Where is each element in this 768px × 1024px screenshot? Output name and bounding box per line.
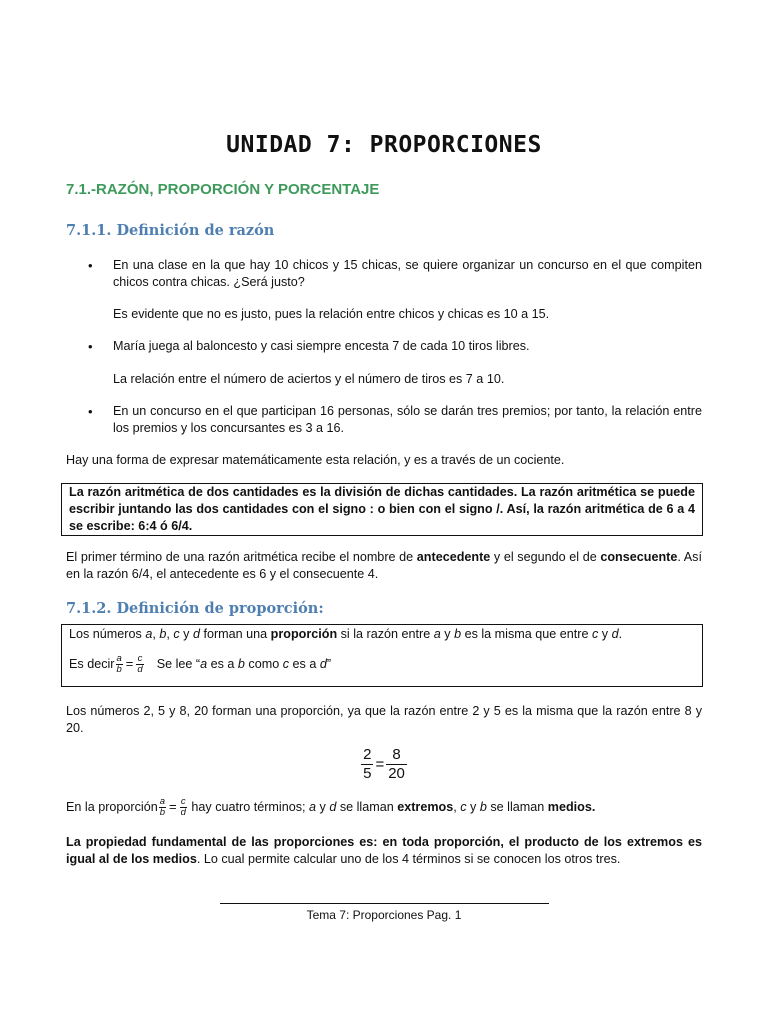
section-heading: 7.1.-RAZÓN, PROPORCIÓN Y PORCENTAJE bbox=[66, 181, 380, 198]
term-antecedente: antecedente bbox=[416, 550, 491, 564]
definition-box-proporcion bbox=[61, 624, 703, 687]
fraction-8-20: $\frac{8}{20}$ bbox=[388, 746, 405, 782]
bullet-icon: • bbox=[88, 258, 93, 273]
fraction-c-d: $\frac{c}{d}$ bbox=[137, 653, 143, 676]
bullet-text: María juega al baloncesto y casi siempre encesta 7 de cada 10 tiros libres. bbox=[113, 339, 530, 353]
numbers-paragraph: Los números 2, 5 y 8, 20 forman una proporción, ya que la razón entre 2 y 5 es la misma que la razón entre 8 y 20. bbox=[66, 704, 702, 735]
bullet-text: En un concurso en el que participan 16 personas, sólo se darán tres premios; por tanto, la relación entre los premios y los concursantes es 3 a 16. bbox=[113, 404, 702, 435]
bullet-item bbox=[66, 338, 702, 355]
page-title: UNIDAD 7: PROPORCIONES bbox=[226, 132, 542, 158]
footer-divider bbox=[220, 903, 549, 904]
subsection-heading-proporcion: 7.1.2. Definición de proporción: bbox=[66, 600, 324, 617]
definition-box-razon: La razón aritmética de dos cantidades es la división de dichas cantidades. La razón aritmética se puede escribir juntando las dos cantidades con el signo : o bien con el signo /. Así, la razón aritmética de 6 a 4 se escribe: 6:4 ó 6/4. bbox=[61, 483, 703, 536]
fraction-2-5: $\frac{2}{5}$ bbox=[363, 746, 372, 782]
bullet-icon: • bbox=[88, 339, 93, 354]
bullet-item bbox=[66, 403, 702, 437]
page-footer: Tema 7: Proporciones Pag. 1 bbox=[306, 908, 462, 922]
fraction-c-d: $\frac{c}{d}$ bbox=[180, 796, 186, 819]
term-consecuente: consecuente bbox=[600, 550, 678, 564]
box-line-formula: Es decir $\frac{a}{b}$ = $\frac{c}{d}$ Se lee “a es a b como c es a d” bbox=[69, 653, 332, 676]
intro-paragraph: Hay una forma de expresar matemáticamente esta relación, y es a través de un cociente. bbox=[66, 453, 565, 467]
terms-paragraph: En la proporción $\frac{a}{b}$ = $\frac{c}{d}$ hay cuatro términos; a y d se llaman extremos, c y b se llaman medios. bbox=[66, 796, 596, 819]
bullet-icon: • bbox=[88, 404, 93, 419]
example-proportion: $\frac{2}{5}$ = $\frac{8}{20}$ bbox=[363, 746, 405, 782]
bullet-follow-text: Es evidente que no es justo, pues la relación entre chicos y chicas es 10 a 15. bbox=[113, 307, 550, 321]
fraction-a-b: $\frac{a}{b}$ bbox=[116, 653, 122, 676]
subsection-heading-razon: 7.1.1. Definición de razón bbox=[66, 222, 275, 239]
antecedente-paragraph: El primer término de una razón aritmética recibe el nombre de antecedente y el segundo el de consecuente. Así en la razón 6/4, el antecedente es 6 y el consecuente 4. bbox=[66, 550, 702, 581]
fraction-a-b: $\frac{a}{b}$ bbox=[159, 796, 166, 819]
bullet-item bbox=[66, 257, 702, 291]
bullet-follow-text: La relación entre el número de aciertos y el número de tiros es 7 a 10. bbox=[113, 372, 505, 386]
property-paragraph: La propiedad fundamental de las proporciones es: en toda proporción, el producto de los extremos es igual al de los medios. Lo cual permite calcular uno de los 4 términos si se conocen los otros tres. bbox=[66, 835, 702, 866]
box-line-definition: Los números a, b, c y d forman una proporción si la razón entre a y b es la misma que entre c y d. bbox=[69, 627, 623, 641]
bullet-text: En una clase en la que hay 10 chicos y 15 chicas, se quiere organizar un concurso en el que compiten chicos contra chicas. ¿Será justo? bbox=[113, 258, 702, 289]
